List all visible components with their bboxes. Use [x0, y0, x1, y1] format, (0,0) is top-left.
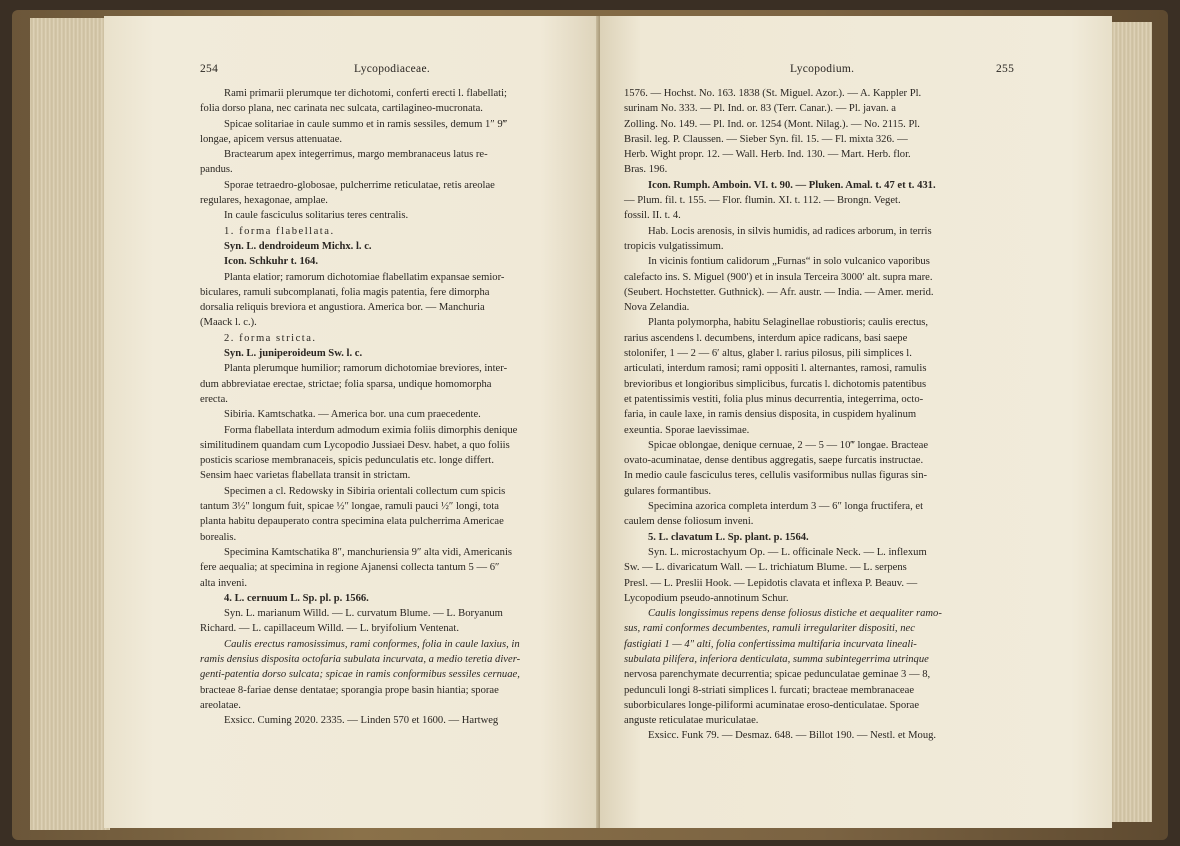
- text-line: caulem dense foliosum inveni.: [624, 516, 754, 528]
- text-line: Specimina Kamtschatika 8″, manchuriensia 9″ alta vidi, Americanis: [224, 546, 513, 558]
- text-line: areolatae.: [200, 699, 241, 711]
- text-line: tropicis vulgatissimum.: [624, 240, 724, 252]
- text-line: Planta elatior; ramorum dichotomiae flabellatim expansae semior-: [224, 271, 505, 283]
- text-line: Sporae tetraedro-globosae, pulcherrime reticulatae, retis areolae: [224, 179, 495, 191]
- icon-line: Icon. Schkuhr t. 164.: [224, 256, 318, 268]
- text-line: fossil. II. t. 4.: [624, 210, 681, 222]
- diagnosis-line: subulata pilifera, inferiora denticulata, summa subintegerrima utrinque: [624, 653, 929, 665]
- text-line: exeuntia. Sporae laevissimae.: [624, 424, 750, 436]
- page-edges-left: [30, 18, 110, 830]
- text-line: In vicinis fontium calidorum „Furnas“ in solo vulcanico vaporibus: [648, 256, 930, 268]
- text-line: Brasil. leg. P. Claussen. — Sieber Syn. fil. 15. — Fl. mixta 326. —: [624, 133, 908, 145]
- text-line: bracteae 8-fariae dense dentatae; sporangia prope basin hiantia; sporae: [200, 684, 499, 696]
- text-line: calefacto ins. S. Miguel (900′) et in insula Terceira 3000′ alt. supra mare.: [624, 271, 933, 283]
- species-heading: 5. L. clavatum L. Sp. plant. p. 1564.: [648, 531, 809, 543]
- text-line: fere aequalia; at specimina in regione Ajanensi collecta tantum 5 — 6″: [200, 562, 500, 574]
- text-line: Forma flabellata interdum admodum eximia foliis dimorphis denique: [224, 424, 518, 436]
- text-line: stolonifer, 1 — 2 — 6′ altus, glaber l. rarius pilosus, pili simplices l.: [624, 348, 912, 360]
- text-line: planta habitu depauperato contra specimina elata pulcherrima Americae: [200, 516, 504, 528]
- diagnosis-line: Caulis longissimus repens dense foliosus distiche et aequaliter ramo-: [648, 608, 942, 620]
- form-heading: 1. forma flabellata.: [224, 225, 335, 237]
- text-line: rarius ascendens l. decumbens, interdum apice radicans, basi saepe: [624, 332, 908, 344]
- diagnosis-line: genti-patentia dorso sulcata; spicae in ramis conformibus sessiles cernuae,: [200, 669, 520, 681]
- text-line: Zolling. No. 149. — Pl. Ind. or. 1254 (Mont. Nilag.). — No. 2115. Pl.: [624, 118, 920, 130]
- text-line: anguste reticulatae muriculatae.: [624, 715, 759, 727]
- text-line: Spicae oblongae, denique cernuae, 2 — 5 — 10‴ longae. Bracteae: [648, 439, 929, 451]
- text-line: Planta plerumque humilior; ramorum dichotomiae breviores, inter-: [224, 363, 508, 375]
- text-line: biculares, ramuli subcomplanati, folia magis patentia, fere dimorpha: [200, 286, 490, 298]
- text-line: pandus.: [200, 164, 233, 176]
- icon-line: Icon. Rumph. Amboin. VI. t. 90. — Pluken. Amal. t. 47 et t. 431.: [648, 179, 936, 191]
- species-heading: 4. L. cernuum L. Sp. pl. p. 1566.: [224, 592, 369, 604]
- diagnosis-line: fastigiati 1 — 4″ alti, folia confertissima multifaria incurvata lineali-: [624, 638, 917, 650]
- text-line: gulares formantibus.: [624, 485, 712, 497]
- text-line: brevioribus et longioribus simplicibus, furcatis l. dichotomis patentibus: [624, 378, 927, 390]
- synonym-line: Syn. L. microstachyum Op. — L. officinale Neck. — L. inflexum: [648, 546, 927, 558]
- text-line: articulati, interdum ramosi; rami oppositi l. alternantes, ramosi, ramulis: [624, 363, 927, 375]
- text-line: Rami primarii plerumque ter dichotomi, conferti erecti l. flabellati;: [224, 88, 507, 99]
- text-line: faria, in caule laxe, in ramis densius disposita, in cuspidem hyalinum: [624, 409, 917, 421]
- text-line: borealis.: [200, 531, 237, 543]
- text-line: Bractearum apex integerrimus, margo membranaceus latus re-: [224, 149, 488, 161]
- text-line: erecta.: [200, 393, 228, 405]
- text-line: longae, apicem versus attenuatae.: [200, 133, 343, 145]
- right-page: [600, 16, 1112, 828]
- text-line: Spicae solitariae in caule summo et in ramis sessiles, demum 1″ 9‴: [224, 118, 508, 130]
- right-running-head: Lycopodium.: [790, 63, 855, 75]
- text-line: alta inveni.: [200, 577, 248, 589]
- synonym-line: Syn. L. marianum Willd. — L. curvatum Blume. — L. Boryanum: [224, 608, 503, 620]
- diagnosis-line: Caulis erectus ramosissimus, rami conformes, folia in caule laxius, in: [224, 638, 520, 650]
- left-page-number: 254: [200, 63, 219, 75]
- text-line: similitudinem quandam cum Lycopodio Jussiaei Desv. habet, a quo foliis: [200, 439, 510, 451]
- synonym-line: Syn. L. juniperoideum Sw. l. c.: [224, 348, 363, 360]
- form-heading: 2. forma stricta.: [224, 332, 317, 344]
- text-line: Sw. — L. divaricatum Wall. — L. trichiatum Blume. — L. serpens: [624, 562, 907, 574]
- text-line: Planta polymorpha, habitu Selaginellae robustioris; caulis erectus,: [648, 317, 929, 329]
- text-line: Presl. — L. Preslii Hook. — Lepidotis clavata et inflexa P. Beauv. —: [624, 577, 918, 589]
- text-line: — Plum. fil. t. 155. — Flor. flumin. XI. t. 112. — Brongn. Veget.: [624, 195, 901, 207]
- exsiccata-line: Exsicc. Funk 79. — Desmaz. 648. — Billot 190. — Nestl. et Moug.: [648, 730, 937, 742]
- exsiccata-line: Exsicc. Cuming 2020. 2335. — Linden 570 et 1600. — Hartweg: [224, 715, 499, 727]
- text-line: Bras. 196.: [624, 164, 668, 176]
- text-line: Sensim haec varietas flabellata transit in strictam.: [200, 470, 411, 482]
- left-text-column: [200, 86, 588, 728]
- text-line: surinam No. 333. — Pl. Ind. or. 83 (Terr. Canar.). — Pl. javan. a: [624, 103, 897, 115]
- text-line: dum abbreviatae erectae, strictae; folia sparsa, undique homomorpha: [200, 378, 492, 390]
- text-line: Nova Zelandia.: [624, 302, 690, 314]
- text-line: folia dorso plana, nec carinata nec sulcata, cartilagineo-mucronata.: [200, 103, 483, 115]
- text-line: (Maack l. c.).: [200, 317, 257, 329]
- text-line: Specimen a cl. Redowsky in Sibiria orientali collectum cum spicis: [224, 485, 506, 497]
- diagnosis-line: ramis densius disposita octofaria subulata incurvata, a medio teretia diver-: [200, 653, 521, 665]
- right-page-number: 255: [996, 63, 1015, 75]
- text-line: suborbiculares longe-piliformi acuminatae eroso-denticulatae. Sporae: [624, 699, 920, 711]
- text-line: In medio caule fasciculus teres, cellulis vasiformibus nullas figuras sin-: [624, 470, 928, 482]
- text-line: regulares, hexagonae, amplae.: [200, 195, 328, 207]
- text-line: tantum 3½″ longum fuit, spicae ½″ longae, ramuli pauci ½″ longi, tota: [200, 501, 499, 513]
- text-line: Sibiria. Kamtschatka. — America bor. una cum praecedente.: [224, 409, 481, 421]
- text-line: 1576. — Hochst. No. 163. 1838 (St. Miguel. Azor.). — A. Kappler Pl.: [624, 88, 922, 99]
- text-line: (Seubert. Hochstetter. Guthnick). — Afr. austr. — India. — Amer. merid.: [624, 286, 934, 298]
- text-line: et patentissimis vestiti, folia plus minus decurrentia, integerrima, octo-: [624, 393, 924, 405]
- text-line: Lycopodium pseudo-annotinum Schur.: [624, 592, 789, 604]
- diagnosis-line: sus, rami conformes decumbentes, ramuli irregulariter dispositi, nec: [624, 623, 915, 635]
- synonym-line: Syn. L. dendroideum Michx. l. c.: [224, 240, 372, 252]
- text-line: posticis scariose membranaceis, spicis pedunculatis etc. longe differt.: [200, 455, 494, 467]
- text-line: In caule fasciculus solitarius teres centralis.: [224, 210, 409, 222]
- page-edges-right: [1110, 22, 1152, 822]
- text-line: dorsalia reliquis breviora et angustiora. America bor. — Manchuria: [200, 302, 485, 314]
- left-page: [104, 16, 600, 828]
- text-line: nervosa parenchymate decurrentia; spicae pedunculatae geminae 3 — 8,: [624, 669, 931, 681]
- right-text-column: [624, 86, 1016, 744]
- text-line: Specimina azorica completa interdum 3 — 6″ longa fructifera, et: [648, 501, 924, 513]
- text-line: Richard. — L. capillaceum Willd. — L. bryifolium Ventenat.: [200, 623, 459, 635]
- text-line: Herb. Wight propr. 12. — Wall. Herb. Ind. 130. — Mart. Herb. flor.: [624, 149, 911, 161]
- left-running-head: Lycopodiaceae.: [354, 63, 431, 75]
- text-line: ovato-acuminatae, dense dentibus aggregatis, saepe furcatis instructae.: [624, 455, 924, 467]
- habitat-line: Hab. Locis arenosis, in silvis humidis, ad radices arborum, in terris: [648, 225, 932, 237]
- text-line: pedunculi longi 8-striati simplices l. furcati; bracteae membranaceae: [624, 684, 915, 696]
